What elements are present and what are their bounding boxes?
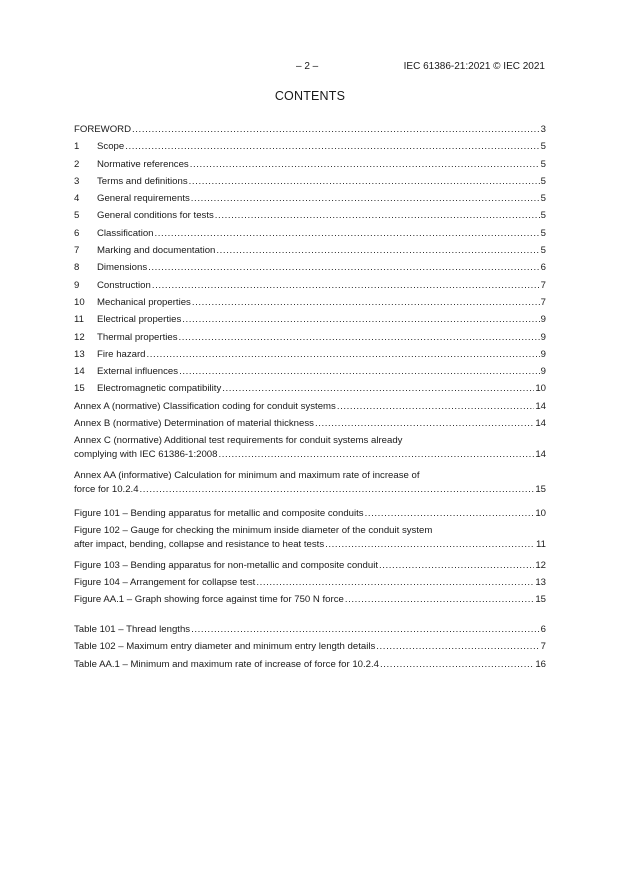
toc-entry-label: Terms and definitions [97, 175, 188, 187]
toc-entry[interactable] [74, 175, 546, 192]
toc-entry[interactable] [74, 623, 546, 640]
toc-entry[interactable] [74, 417, 546, 434]
toc-entry-page: 7 [540, 641, 546, 653]
dot-leader [148, 261, 540, 275]
toc-entry-label: complying with IEC 61386-1:2008 [74, 449, 218, 461]
dot-leader [345, 593, 534, 607]
dot-leader [337, 400, 535, 414]
toc-entry-page: 14 [535, 418, 546, 430]
dot-leader [380, 658, 534, 672]
toc-entry-number: 4 [74, 193, 80, 205]
toc-entry-label: Figure 104 – Arrangement for collapse test [74, 576, 256, 588]
toc-entry-label: force for 10.2.4 [74, 483, 139, 495]
toc-entry-page: 10 [535, 508, 546, 519]
toc-entry-label: Normative references [97, 158, 189, 170]
toc-entry[interactable] [74, 296, 546, 313]
toc-entry-page: 7 [540, 279, 546, 291]
toc-entry-page: 3 [540, 124, 546, 135]
toc-entry-label: General conditions for tests [97, 210, 214, 222]
dot-leader [125, 140, 539, 154]
dot-leader [191, 192, 540, 206]
toc-entry-label: Electrical properties [97, 314, 182, 326]
toc-entry-page: 9 [540, 366, 546, 378]
dot-leader [140, 483, 535, 497]
toc-entry-page: 5 [540, 175, 546, 187]
toc-entry-label: Table AA.1 – Minimum and maximum rate of increase of force for 10.2.4 [74, 658, 380, 670]
toc-entry-page: 5 [540, 158, 546, 170]
toc-entry-label-line1: Annex C (normative) Additional test requirements for conduit systems already [74, 435, 403, 447]
toc-entry-page: 5 [540, 245, 546, 257]
dot-leader [182, 313, 539, 327]
toc-entry-page: 12 [535, 559, 546, 571]
toc-entry-label: Annex A (normative) Classification coding for conduit systems [74, 400, 336, 412]
toc-entry[interactable] [74, 331, 546, 348]
toc-entry[interactable] [74, 192, 546, 209]
toc-entry-label-line2 [74, 538, 546, 552]
dot-leader [179, 365, 540, 379]
toc-entry-label: Construction [97, 279, 151, 291]
toc-entry-page: 11 [536, 539, 546, 551]
toc-entry-label: FOREWORD [74, 124, 132, 135]
dot-leader [218, 448, 534, 462]
dot-leader [147, 348, 540, 362]
dot-leader [376, 640, 539, 654]
toc-entry[interactable] [74, 576, 546, 593]
toc-entry-page: 5 [540, 141, 546, 153]
dot-leader [216, 244, 539, 258]
dot-leader [325, 538, 535, 552]
toc-entry-label: Fire hazard [97, 348, 146, 360]
toc-entry-label: Thermal properties [97, 331, 178, 343]
toc-entry-page: 15 [535, 594, 546, 606]
toc-entry-number: 2 [74, 158, 80, 170]
dot-leader [191, 623, 540, 637]
dot-leader [189, 175, 540, 189]
toc-entry-label: Figure 103 – Bending apparatus for non-metallic and composite conduit [74, 559, 378, 571]
toc-entry-page: 9 [540, 314, 546, 326]
page-title: CONTENTS [274, 89, 346, 103]
toc-entry-page: 16 [535, 658, 546, 670]
toc-entry-label: Figure AA.1 – Graph showing force against time for 750 N force [74, 594, 344, 606]
toc-entry-label-line1: Figure 102 – Gauge for checking the minimum inside diameter of the conduit system [74, 525, 433, 537]
toc-entry[interactable] [74, 158, 546, 175]
toc-entry-page: 6 [540, 624, 546, 635]
toc-entry-number: 15 [74, 383, 85, 395]
toc-entry-number: 13 [74, 348, 85, 360]
toc-entry-number: 12 [74, 331, 85, 343]
toc-entry-label: Marking and documentation [97, 245, 216, 257]
dot-leader [192, 296, 540, 310]
toc-entry[interactable] [74, 348, 546, 365]
toc-entry-number: 14 [74, 366, 85, 378]
toc-entry[interactable] [74, 279, 546, 296]
toc-entry-label: Mechanical properties [97, 296, 191, 308]
dot-leader [152, 279, 540, 293]
toc-entry[interactable] [74, 140, 546, 157]
toc-entry-page: 5 [540, 227, 546, 239]
dot-leader [379, 559, 534, 573]
toc-entry-number: 1 [74, 141, 80, 153]
toc-entry[interactable] [74, 382, 546, 399]
toc-entry-label: Table 101 – Thread lengths [74, 624, 191, 635]
toc-entry[interactable] [74, 658, 546, 675]
toc-entry-label: Figure 101 – Bending apparatus for metallic and composite conduits [74, 508, 364, 519]
toc-entry-number: 5 [74, 210, 80, 222]
toc-entry-text [74, 469, 546, 497]
toc-entry-number: 3 [74, 175, 80, 187]
dot-leader [155, 227, 540, 241]
dot-leader [190, 158, 540, 172]
toc-entry-page: 14 [535, 400, 546, 412]
toc-entry-label: Annex B (normative) Determination of material thickness [74, 418, 314, 430]
page-number: – 2 – [296, 61, 319, 72]
toc-entry[interactable] [74, 524, 546, 558]
toc-entry-number: 10 [74, 296, 85, 308]
dot-leader [215, 209, 540, 223]
toc-entry[interactable] [74, 593, 546, 610]
toc-entry-page: 5 [540, 210, 546, 222]
dot-leader [315, 417, 534, 431]
toc-entry[interactable] [74, 313, 546, 330]
toc-entry-label: General requirements [97, 193, 190, 205]
dot-leader [132, 123, 540, 137]
dot-leader [365, 507, 535, 521]
dot-leader [179, 331, 540, 345]
toc-entry-page: 6 [540, 262, 546, 274]
toc-entry-page: 14 [535, 449, 546, 461]
toc-entry-text [74, 524, 546, 552]
toc-entry[interactable] [74, 469, 546, 503]
page-header [0, 61, 620, 75]
toc-entry-page: 5 [540, 193, 546, 205]
toc-entry-page: 10 [535, 383, 546, 395]
toc-main-list [74, 123, 546, 503]
toc-entry-label: Classification [97, 227, 154, 239]
toc-entry-number: 7 [74, 245, 80, 257]
toc-entry-page: 15 [535, 483, 546, 495]
dot-leader [256, 576, 534, 590]
toc-figures-list [74, 507, 546, 610]
toc-entry-label-line2 [74, 483, 546, 497]
toc-entry-page: 9 [540, 348, 546, 360]
toc-entry-number: 8 [74, 262, 80, 274]
toc-entry[interactable] [74, 434, 546, 468]
toc-entry-number: 9 [74, 279, 80, 291]
toc-entry-label: after impact, bending, collapse and resistance to heat tests [74, 539, 325, 551]
toc-entry[interactable] [74, 365, 546, 382]
toc-entry-label-line2 [74, 448, 546, 462]
toc-entry[interactable] [74, 261, 546, 278]
toc-entry-label: Table 102 – Maximum entry diameter and minimum entry length details [74, 641, 376, 653]
toc-entry-page: 13 [535, 576, 546, 588]
toc-entry-label: Dimensions [97, 262, 148, 274]
toc-tables-list [74, 623, 546, 675]
toc-entry[interactable] [74, 640, 546, 657]
toc-entry[interactable] [74, 400, 546, 417]
toc-entry-label-line1: Annex AA (informative) Calculation for minimum and maximum rate of increase of [74, 469, 420, 481]
toc-entry-label: External influences [97, 366, 179, 378]
toc-entry-number: 6 [74, 227, 80, 239]
toc-entry-label: Electromagnetic compatibility [97, 383, 222, 395]
toc-entry-text [74, 434, 546, 462]
dot-leader [222, 382, 534, 396]
toc-entry[interactable] [74, 209, 546, 226]
toc-entry[interactable] [74, 244, 546, 261]
toc-entry[interactable] [74, 559, 546, 576]
toc-entry-page: 7 [540, 296, 546, 308]
toc-entry-number: 11 [74, 314, 84, 326]
toc-entry-page: 9 [540, 331, 546, 343]
toc-entry[interactable] [74, 227, 546, 244]
toc-entry[interactable] [74, 507, 546, 524]
toc-entry[interactable] [74, 123, 546, 140]
toc-entry-label: Scope [97, 141, 125, 153]
document-id: IEC 61386-21:2021 © IEC 2021 [403, 61, 545, 72]
